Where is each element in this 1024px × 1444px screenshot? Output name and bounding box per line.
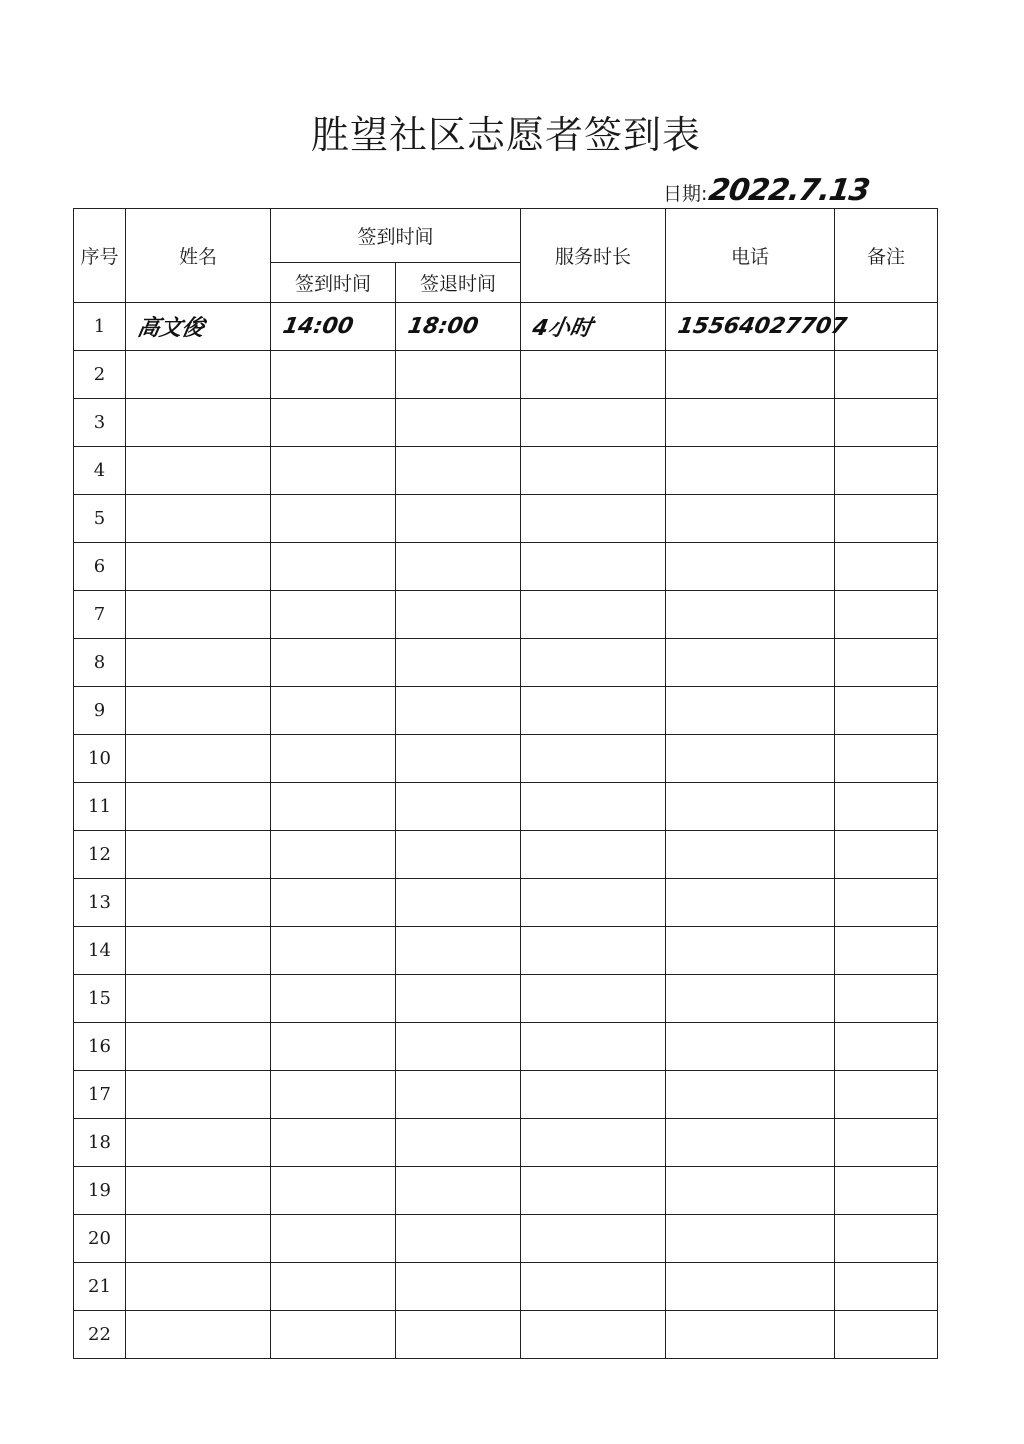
- cell-sign-out: [396, 1023, 521, 1071]
- cell-sign-out: [396, 927, 521, 975]
- cell-phone: [666, 447, 835, 495]
- cell-duration: [521, 1311, 666, 1359]
- cell-duration: [521, 687, 666, 735]
- date-label: 日期:: [663, 183, 708, 205]
- cell-phone: [666, 303, 849, 351]
- cell-seq: 8: [74, 639, 126, 687]
- table-row: [74, 495, 938, 543]
- table-row: [74, 1071, 938, 1119]
- cell-remark: [835, 351, 938, 399]
- cell-sign-in: [271, 735, 396, 783]
- table-row: [74, 303, 938, 351]
- cell-phone: [666, 879, 835, 927]
- cell-sign-in: [271, 1023, 396, 1071]
- cell-duration: [521, 543, 666, 591]
- cell-duration: [521, 639, 666, 687]
- cell-sign-in: [271, 1071, 396, 1119]
- cell-phone: [666, 1071, 835, 1119]
- cell-duration: [521, 303, 666, 351]
- cell-duration: [521, 1263, 666, 1311]
- cell-name: [126, 1167, 271, 1215]
- cell-seq: 6: [74, 543, 126, 591]
- cell-seq: 10: [74, 735, 126, 783]
- cell-seq: 20: [74, 1215, 126, 1263]
- cell-sign-in: [271, 1119, 396, 1167]
- cell-sign-out: [396, 687, 521, 735]
- header-seq: 序号: [74, 209, 126, 303]
- cell-sign-in: [271, 927, 396, 975]
- cell-sign-out: [396, 303, 521, 351]
- cell-name: [126, 879, 271, 927]
- cell-name: [126, 303, 271, 351]
- cell-sign-out: [396, 399, 521, 447]
- cell-sign-out: [396, 639, 521, 687]
- cell-sign-in: [271, 399, 396, 447]
- table-body: [74, 303, 938, 1359]
- cell-remark: [835, 1119, 938, 1167]
- table-row: [74, 1263, 938, 1311]
- cell-sign-out: [396, 591, 521, 639]
- cell-phone: [666, 831, 835, 879]
- cell-seq: 7: [74, 591, 126, 639]
- cell-name: [126, 1311, 271, 1359]
- cell-remark: [835, 1311, 938, 1359]
- header-sign-out: 签退时间: [396, 263, 521, 303]
- cell-phone: [666, 1119, 835, 1167]
- cell-sign-out: [396, 543, 521, 591]
- cell-seq: 1: [74, 303, 126, 351]
- date-value-handwritten: 2022.7.13: [707, 173, 872, 208]
- cell-seq: 3: [74, 399, 126, 447]
- cell-phone: [666, 735, 835, 783]
- date-row: [663, 166, 872, 208]
- cell-sign-out: [396, 1263, 521, 1311]
- table-row: [74, 687, 938, 735]
- cell-sign-out: [396, 1167, 521, 1215]
- sign-in-table: [73, 208, 938, 1359]
- cell-seq: 22: [74, 1311, 126, 1359]
- cell-seq: 18: [74, 1119, 126, 1167]
- cell-duration: [521, 591, 666, 639]
- cell-remark: [835, 399, 938, 447]
- table-row: [74, 447, 938, 495]
- cell-seq: 15: [74, 975, 126, 1023]
- cell-sign-in: [271, 879, 396, 927]
- cell-remark: [835, 687, 938, 735]
- cell-sign-out: [396, 351, 521, 399]
- header-phone: 电话: [666, 209, 835, 303]
- cell-sign-in: [271, 447, 396, 495]
- cell-remark: [835, 975, 938, 1023]
- header-sign-in: 签到时间: [271, 263, 396, 303]
- cell-name: [126, 1215, 271, 1263]
- table-row: [74, 1215, 938, 1263]
- cell-sign-out: [396, 1215, 521, 1263]
- cell-remark: [835, 927, 938, 975]
- handwritten-entry: 高文俊: [135, 316, 206, 341]
- cell-seq: 16: [74, 1023, 126, 1071]
- cell-phone: [666, 1311, 835, 1359]
- cell-seq: 2: [74, 351, 126, 399]
- cell-name: [126, 1023, 271, 1071]
- page-title: 胜望社区志愿者签到表: [310, 113, 701, 157]
- cell-phone: [666, 975, 835, 1023]
- cell-seq: 9: [74, 687, 126, 735]
- cell-sign-in: [271, 303, 396, 351]
- cell-seq: 14: [74, 927, 126, 975]
- cell-name: [126, 783, 271, 831]
- cell-remark: [835, 735, 938, 783]
- cell-name: [126, 639, 271, 687]
- table-row: [74, 831, 938, 879]
- table-row: [74, 735, 938, 783]
- cell-name: [126, 687, 271, 735]
- cell-sign-in: [271, 975, 396, 1023]
- handwritten-entry: 18:00: [405, 314, 481, 339]
- cell-name: [126, 735, 271, 783]
- cell-duration: [521, 1071, 666, 1119]
- cell-name: [126, 447, 271, 495]
- cell-sign-in: [271, 831, 396, 879]
- cell-sign-out: [396, 783, 521, 831]
- cell-duration: [521, 495, 666, 543]
- cell-name: [126, 1263, 271, 1311]
- cell-sign-in: [271, 1263, 396, 1311]
- header-remark: 备注: [835, 209, 938, 303]
- cell-remark: [835, 831, 938, 879]
- cell-sign-in: [271, 591, 396, 639]
- cell-remark: [835, 1167, 938, 1215]
- cell-name: [126, 543, 271, 591]
- cell-seq: 12: [74, 831, 126, 879]
- handwritten-entry: 14:00: [280, 314, 356, 339]
- cell-sign-out: [396, 879, 521, 927]
- cell-sign-in: [271, 495, 396, 543]
- table-row: [74, 879, 938, 927]
- cell-phone: [666, 399, 835, 447]
- cell-phone: [666, 927, 835, 975]
- table-row: [74, 543, 938, 591]
- header-sign-time-group: 签到时间: [271, 209, 521, 263]
- cell-name: [126, 831, 271, 879]
- cell-remark: [835, 1263, 938, 1311]
- cell-sign-in: [271, 1215, 396, 1263]
- cell-seq: 19: [74, 1167, 126, 1215]
- cell-sign-in: [271, 1311, 396, 1359]
- table-row: [74, 1119, 938, 1167]
- cell-phone: [666, 687, 835, 735]
- cell-duration: [521, 351, 666, 399]
- cell-remark: [835, 879, 938, 927]
- table-row: [74, 1167, 938, 1215]
- header-name: 姓名: [126, 209, 271, 303]
- cell-remark: [835, 303, 938, 351]
- cell-phone: [666, 543, 835, 591]
- cell-seq: 17: [74, 1071, 126, 1119]
- table-row: [74, 639, 938, 687]
- cell-sign-out: [396, 975, 521, 1023]
- cell-phone: [666, 1263, 835, 1311]
- cell-sign-out: [396, 1311, 521, 1359]
- cell-duration: [521, 1023, 666, 1071]
- cell-seq: 13: [74, 879, 126, 927]
- cell-remark: [835, 1071, 938, 1119]
- cell-duration: [521, 447, 666, 495]
- cell-sign-out: [396, 1119, 521, 1167]
- header-duration: 服务时长: [521, 209, 666, 303]
- cell-remark: [835, 543, 938, 591]
- cell-name: [126, 1119, 271, 1167]
- cell-sign-in: [271, 543, 396, 591]
- cell-phone: [666, 495, 835, 543]
- cell-seq: 4: [74, 447, 126, 495]
- cell-phone: [666, 591, 835, 639]
- cell-remark: [835, 447, 938, 495]
- cell-phone: [666, 1023, 835, 1071]
- cell-seq: 5: [74, 495, 126, 543]
- cell-remark: [835, 495, 938, 543]
- handwritten-entry: 15564027707: [675, 314, 849, 339]
- cell-remark: [835, 639, 938, 687]
- table-row: [74, 975, 938, 1023]
- cell-duration: [521, 783, 666, 831]
- cell-name: [126, 399, 271, 447]
- cell-duration: [521, 399, 666, 447]
- cell-duration: [521, 831, 666, 879]
- cell-name: [126, 1071, 271, 1119]
- cell-sign-in: [271, 1167, 396, 1215]
- table-row: [74, 399, 938, 447]
- cell-duration: [521, 927, 666, 975]
- cell-name: [126, 351, 271, 399]
- cell-duration: [521, 735, 666, 783]
- cell-sign-in: [271, 639, 396, 687]
- cell-sign-out: [396, 831, 521, 879]
- cell-remark: [835, 1023, 938, 1071]
- cell-duration: [521, 1215, 666, 1263]
- cell-phone: [666, 351, 835, 399]
- cell-seq: 11: [74, 783, 126, 831]
- cell-sign-in: [271, 783, 396, 831]
- cell-remark: [835, 1215, 938, 1263]
- table-row: [74, 591, 938, 639]
- table-row: [74, 351, 938, 399]
- cell-duration: [521, 1167, 666, 1215]
- cell-sign-out: [396, 495, 521, 543]
- table-row: [74, 1311, 938, 1359]
- handwritten-entry: 4小时: [530, 316, 595, 341]
- cell-remark: [835, 591, 938, 639]
- cell-sign-out: [396, 735, 521, 783]
- cell-phone: [666, 783, 835, 831]
- cell-duration: [521, 1119, 666, 1167]
- cell-phone: [666, 639, 835, 687]
- cell-sign-out: [396, 447, 521, 495]
- cell-duration: [521, 975, 666, 1023]
- cell-name: [126, 927, 271, 975]
- cell-duration: [521, 879, 666, 927]
- cell-remark: [835, 783, 938, 831]
- cell-seq: 21: [74, 1263, 126, 1311]
- cell-phone: [666, 1215, 835, 1263]
- cell-sign-out: [396, 1071, 521, 1119]
- table-row: [74, 927, 938, 975]
- table-row: [74, 1023, 938, 1071]
- cell-phone: [666, 1167, 835, 1215]
- cell-name: [126, 495, 271, 543]
- cell-name: [126, 975, 271, 1023]
- table-row: [74, 783, 938, 831]
- cell-name: [126, 591, 271, 639]
- cell-sign-in: [271, 687, 396, 735]
- cell-sign-in: [271, 351, 396, 399]
